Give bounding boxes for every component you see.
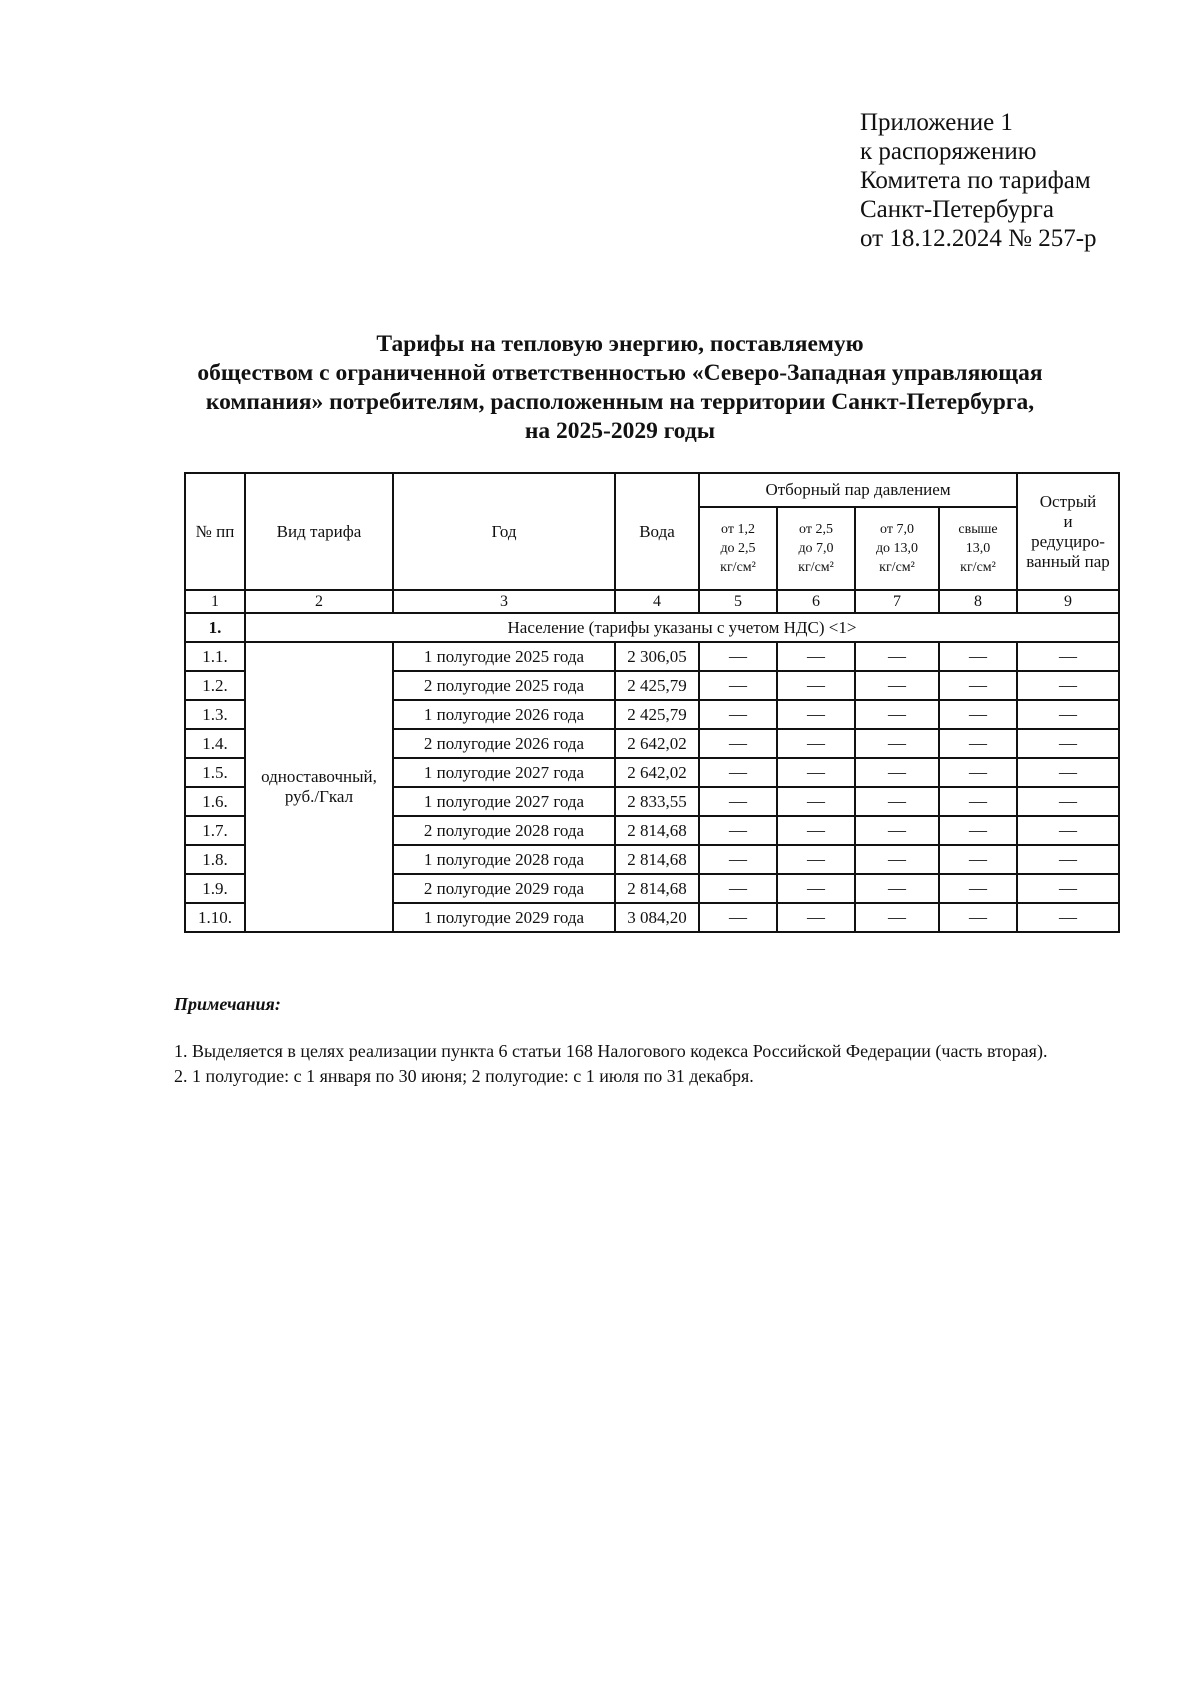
row-dash: — — [855, 874, 939, 903]
row-dash: — — [699, 758, 777, 787]
appendix-line: Комитета по тарифам — [860, 167, 1091, 194]
header-hot-steam-line: ванный пар — [1026, 551, 1110, 571]
row-period: 1 полугодие 2026 года — [393, 700, 615, 729]
row-dash: — — [855, 642, 939, 671]
row-water-value: 2 425,79 — [615, 700, 699, 729]
row-water-value: 2 642,02 — [615, 729, 699, 758]
section-num: 1. — [185, 613, 245, 642]
row-dash: — — [1017, 816, 1119, 845]
row-dash: — — [855, 729, 939, 758]
title-line: на 2025-2029 годы — [524, 418, 716, 444]
column-numbers-row — [185, 590, 1119, 613]
row-dash: — — [699, 729, 777, 758]
row-dash: — — [855, 903, 939, 932]
tariff-table — [184, 472, 1120, 933]
row-water-value: 2 833,55 — [615, 787, 699, 816]
row-water-value: 3 084,20 — [615, 903, 699, 932]
col-number: 7 — [855, 590, 939, 613]
row-dash: — — [699, 903, 777, 932]
row-water-value: 2 642,02 — [615, 758, 699, 787]
steam-col-line: до 13,0 — [875, 541, 919, 556]
row-period: 2 полугодие 2026 года — [393, 729, 615, 758]
steam-col-line: свыше — [958, 522, 998, 537]
row-num: 1.8. — [185, 845, 245, 874]
row-dash: — — [699, 700, 777, 729]
row-dash: — — [699, 816, 777, 845]
row-water-value: 2 814,68 — [615, 816, 699, 845]
steam-col-line: кг/см² — [798, 560, 834, 575]
col-number: 2 — [245, 590, 393, 613]
header-steam-group: Отборный пар давлением — [699, 473, 1017, 507]
col-number: 5 — [699, 590, 777, 613]
document-title — [160, 330, 1080, 446]
row-dash: — — [699, 787, 777, 816]
row-dash: — — [939, 816, 1017, 845]
row-dash: — — [855, 845, 939, 874]
row-period: 1 полугодие 2028 года — [393, 845, 615, 874]
appendix-line: Санкт-Петербурга — [860, 196, 1055, 223]
row-dash: — — [777, 758, 855, 787]
row-dash: — — [939, 642, 1017, 671]
steam-col-line: кг/см² — [720, 560, 756, 575]
steam-col-line: кг/см² — [960, 560, 996, 575]
row-num: 1.10. — [185, 903, 245, 932]
row-water-value: 2 814,68 — [615, 874, 699, 903]
header-steam-col-1 — [699, 507, 777, 590]
row-num: 1.6. — [185, 787, 245, 816]
steam-col-line: от 7,0 — [880, 522, 914, 537]
row-dash: — — [855, 787, 939, 816]
col-number: 4 — [615, 590, 699, 613]
header-hot-steam-line: редуциро- — [1031, 531, 1105, 551]
steam-col-line: 13,0 — [965, 541, 991, 556]
row-water-value: 2 814,68 — [615, 845, 699, 874]
row-dash: — — [939, 903, 1017, 932]
header-year: Год — [393, 473, 615, 590]
header-hot-steam-line: Острый — [1039, 491, 1097, 511]
row-dash: — — [777, 671, 855, 700]
tariff-type-cell — [245, 642, 393, 932]
header-steam-col-3 — [855, 507, 939, 590]
steam-col-line: до 7,0 — [798, 541, 834, 556]
title-line: обществом с ограниченной ответственностью «Северо-Западная управляющая — [197, 360, 1043, 386]
col-number: 9 — [1017, 590, 1119, 613]
row-water-value: 2 425,79 — [615, 671, 699, 700]
col-number: 6 — [777, 590, 855, 613]
col-number: 1 — [185, 590, 245, 613]
row-dash: — — [855, 758, 939, 787]
header-water: Вода — [615, 473, 699, 590]
row-dash: — — [699, 874, 777, 903]
steam-col-line: от 2,5 — [799, 522, 833, 537]
row-num: 1.4. — [185, 729, 245, 758]
row-dash: — — [777, 729, 855, 758]
table-row — [185, 642, 1119, 671]
row-dash: — — [699, 642, 777, 671]
row-dash: — — [939, 700, 1017, 729]
row-dash: — — [777, 845, 855, 874]
header-num: № пп — [185, 473, 245, 590]
row-num: 1.9. — [185, 874, 245, 903]
row-period: 1 полугодие 2027 года — [393, 787, 615, 816]
row-dash: — — [777, 700, 855, 729]
title-line: компания» потребителям, расположенным на территории Санкт-Петербурга, — [205, 389, 1035, 415]
row-period: 1 полугодие 2025 года — [393, 642, 615, 671]
row-dash: — — [939, 845, 1017, 874]
row-dash: — — [777, 642, 855, 671]
row-dash: — — [855, 671, 939, 700]
row-dash: — — [1017, 758, 1119, 787]
notes-list — [174, 1040, 1104, 1090]
row-dash: — — [1017, 642, 1119, 671]
row-dash: — — [1017, 903, 1119, 932]
row-num: 1.7. — [185, 816, 245, 845]
appendix-block — [860, 108, 1180, 253]
row-dash: — — [939, 729, 1017, 758]
row-num: 1.3. — [185, 700, 245, 729]
header-hot-steam — [1017, 473, 1119, 590]
notes-title: Примечания: — [174, 994, 281, 1014]
row-num: 1.1. — [185, 642, 245, 671]
col-number: 8 — [939, 590, 1017, 613]
row-dash: — — [1017, 845, 1119, 874]
steam-col-line: от 1,2 — [721, 522, 755, 537]
note-item: 2. 1 полугодие: с 1 января по 30 июня; 2 полугодие: с 1 июля по 31 декабря. — [174, 1066, 754, 1086]
row-dash: — — [1017, 787, 1119, 816]
row-period: 2 полугодие 2029 года — [393, 874, 615, 903]
row-dash: — — [939, 874, 1017, 903]
appendix-line: к распоряжению — [860, 138, 1037, 165]
appendix-line: Приложение 1 — [860, 109, 1013, 136]
row-dash: — — [777, 903, 855, 932]
row-num: 1.5. — [185, 758, 245, 787]
row-period: 1 полугодие 2029 года — [393, 903, 615, 932]
row-dash: — — [939, 758, 1017, 787]
row-dash: — — [939, 787, 1017, 816]
row-dash: — — [855, 816, 939, 845]
row-dash: — — [777, 787, 855, 816]
tariff-type-line: одноставочный, — [261, 767, 377, 786]
section-label: Население (тарифы указаны с учетом НДС) <1> — [245, 613, 1119, 642]
row-dash: — — [1017, 729, 1119, 758]
section-row — [185, 613, 1119, 642]
row-dash: — — [939, 671, 1017, 700]
header-steam-col-2 — [777, 507, 855, 590]
col-number: 3 — [393, 590, 615, 613]
header-tariff-type: Вид тарифа — [245, 473, 393, 590]
header-hot-steam-line: и — [1063, 511, 1073, 531]
row-dash: — — [699, 671, 777, 700]
row-dash: — — [777, 816, 855, 845]
row-period: 1 полугодие 2027 года — [393, 758, 615, 787]
row-period: 2 полугодие 2025 года — [393, 671, 615, 700]
header-steam-col-4 — [939, 507, 1017, 590]
row-water-value: 2 306,05 — [615, 642, 699, 671]
row-period: 2 полугодие 2028 года — [393, 816, 615, 845]
row-num: 1.2. — [185, 671, 245, 700]
row-dash: — — [777, 874, 855, 903]
row-dash: — — [699, 845, 777, 874]
steam-col-line: кг/см² — [879, 560, 915, 575]
title-line: Тарифы на тепловую энергию, поставляемую — [376, 331, 864, 357]
row-dash: — — [1017, 671, 1119, 700]
row-dash: — — [1017, 700, 1119, 729]
row-dash: — — [1017, 874, 1119, 903]
tariff-type-line: руб./Гкал — [284, 787, 354, 806]
appendix-line: от 18.12.2024 № 257-р — [860, 225, 1097, 252]
note-item: 1. Выделяется в целях реализации пункта 6 статьи 168 Налогового кодекса Российской Федерации (часть вторая). — [174, 1041, 1048, 1061]
row-dash: — — [855, 700, 939, 729]
steam-col-line: до 2,5 — [720, 541, 756, 556]
